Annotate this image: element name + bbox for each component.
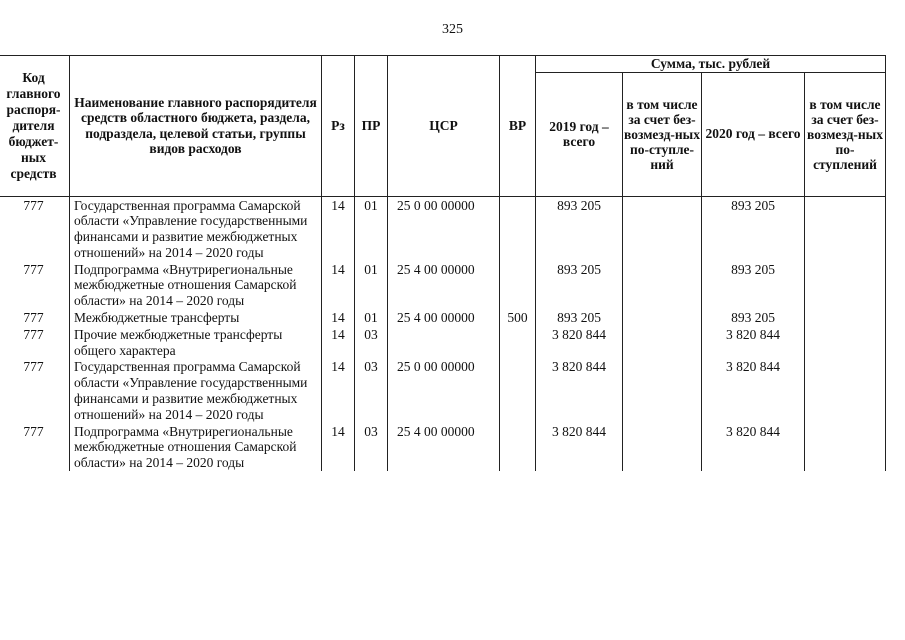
cell-2019-total: 3 820 844 <box>536 358 623 422</box>
cell-pr: 03 <box>355 326 388 359</box>
budget-table <box>0 55 886 471</box>
cell-2020-including <box>805 358 886 422</box>
cell-name: Государственная программа Самарской области «Управление государственными финансами и развитие межбюджетных отношений» на 2014 – 2020 годы <box>70 196 322 261</box>
header-code: Код главного распоря-дителя бюджет-ных средств <box>0 56 70 197</box>
header-2019-including: в том числе за счет без-возмезд-ных по-ступле-ний <box>623 72 702 196</box>
cell-2020-total: 3 820 844 <box>702 326 805 359</box>
cell-2019-total: 893 205 <box>536 196 623 261</box>
cell-pr: 01 <box>355 261 388 309</box>
cell-2019-total: 3 820 844 <box>536 423 623 471</box>
cell-vr <box>500 261 536 309</box>
cell-rz: 14 <box>322 196 355 261</box>
cell-name: Государственная программа Самарской области «Управление государственными финансами и развитие межбюджетных отношений» на 2014 – 2020 годы <box>70 358 322 422</box>
table-row <box>0 423 886 471</box>
cell-vr <box>500 358 536 422</box>
table-row <box>0 326 886 359</box>
header-name: Наименование главного распорядителя средств областного бюджета, раздела, подраздела, целевой статьи, группы видов расходов <box>70 56 322 197</box>
cell-rz: 14 <box>322 261 355 309</box>
header-rz: Рз <box>322 56 355 197</box>
header-2020-including: в том числе за счет без-возмезд-ных по-ступлений <box>805 72 886 196</box>
table-body <box>0 196 886 471</box>
cell-2020-including <box>805 326 886 359</box>
cell-vr <box>500 196 536 261</box>
header-vr: ВР <box>500 56 536 197</box>
header-csr: ЦСР <box>388 56 500 197</box>
cell-2019-including <box>623 309 702 326</box>
cell-csr: 25 4 00 00000 <box>388 423 500 471</box>
cell-2019-including <box>623 358 702 422</box>
cell-code: 777 <box>0 326 70 359</box>
cell-2020-including <box>805 423 886 471</box>
cell-2020-including <box>805 196 886 261</box>
table-row <box>0 261 886 309</box>
page-number: 325 <box>442 22 463 37</box>
cell-2020-total: 893 205 <box>702 309 805 326</box>
cell-2020-total: 893 205 <box>702 261 805 309</box>
cell-pr: 03 <box>355 423 388 471</box>
cell-csr: 25 0 00 00000 <box>388 196 500 261</box>
header-2019-total: 2019 год – всего <box>536 72 623 196</box>
cell-2020-total: 893 205 <box>702 196 805 261</box>
cell-pr: 03 <box>355 358 388 422</box>
cell-rz: 14 <box>322 423 355 471</box>
table-header <box>0 56 886 197</box>
cell-2019-including <box>623 261 702 309</box>
cell-2020-total: 3 820 844 <box>702 423 805 471</box>
cell-2020-total: 3 820 844 <box>702 358 805 422</box>
header-2020-total: 2020 год – всего <box>702 72 805 196</box>
cell-code: 777 <box>0 261 70 309</box>
cell-vr: 500 <box>500 309 536 326</box>
cell-rz: 14 <box>322 326 355 359</box>
cell-2019-total: 893 205 <box>536 261 623 309</box>
cell-pr: 01 <box>355 196 388 261</box>
cell-name: Подпрограмма «Внутрирегиональные межбюджетные отношения Самарской области» на 2014 – 2020 годы <box>70 423 322 471</box>
cell-2019-total: 893 205 <box>536 309 623 326</box>
cell-name: Прочие межбюджетные трансферты общего характера <box>70 326 322 359</box>
cell-name: Межбюджетные трансферты <box>70 309 322 326</box>
cell-code: 777 <box>0 196 70 261</box>
cell-csr <box>388 326 500 359</box>
header-pr: ПР <box>355 56 388 197</box>
cell-csr: 25 0 00 00000 <box>388 358 500 422</box>
cell-code: 777 <box>0 309 70 326</box>
cell-2019-total: 3 820 844 <box>536 326 623 359</box>
cell-rz: 14 <box>322 309 355 326</box>
cell-2019-including <box>623 423 702 471</box>
cell-code: 777 <box>0 358 70 422</box>
cell-2020-including <box>805 261 886 309</box>
table-row <box>0 309 886 326</box>
cell-vr <box>500 326 536 359</box>
table-row <box>0 196 886 261</box>
cell-vr <box>500 423 536 471</box>
cell-2019-including <box>623 196 702 261</box>
cell-2020-including <box>805 309 886 326</box>
table-row <box>0 358 886 422</box>
cell-csr: 25 4 00 00000 <box>388 309 500 326</box>
cell-name: Подпрограмма «Внутрирегиональные межбюджетные отношения Самарской области» на 2014 – 2020 годы <box>70 261 322 309</box>
cell-2019-including <box>623 326 702 359</box>
cell-csr: 25 4 00 00000 <box>388 261 500 309</box>
cell-code: 777 <box>0 423 70 471</box>
header-sum: Сумма, тыс. рублей <box>536 56 886 73</box>
cell-pr: 01 <box>355 309 388 326</box>
cell-rz: 14 <box>322 358 355 422</box>
